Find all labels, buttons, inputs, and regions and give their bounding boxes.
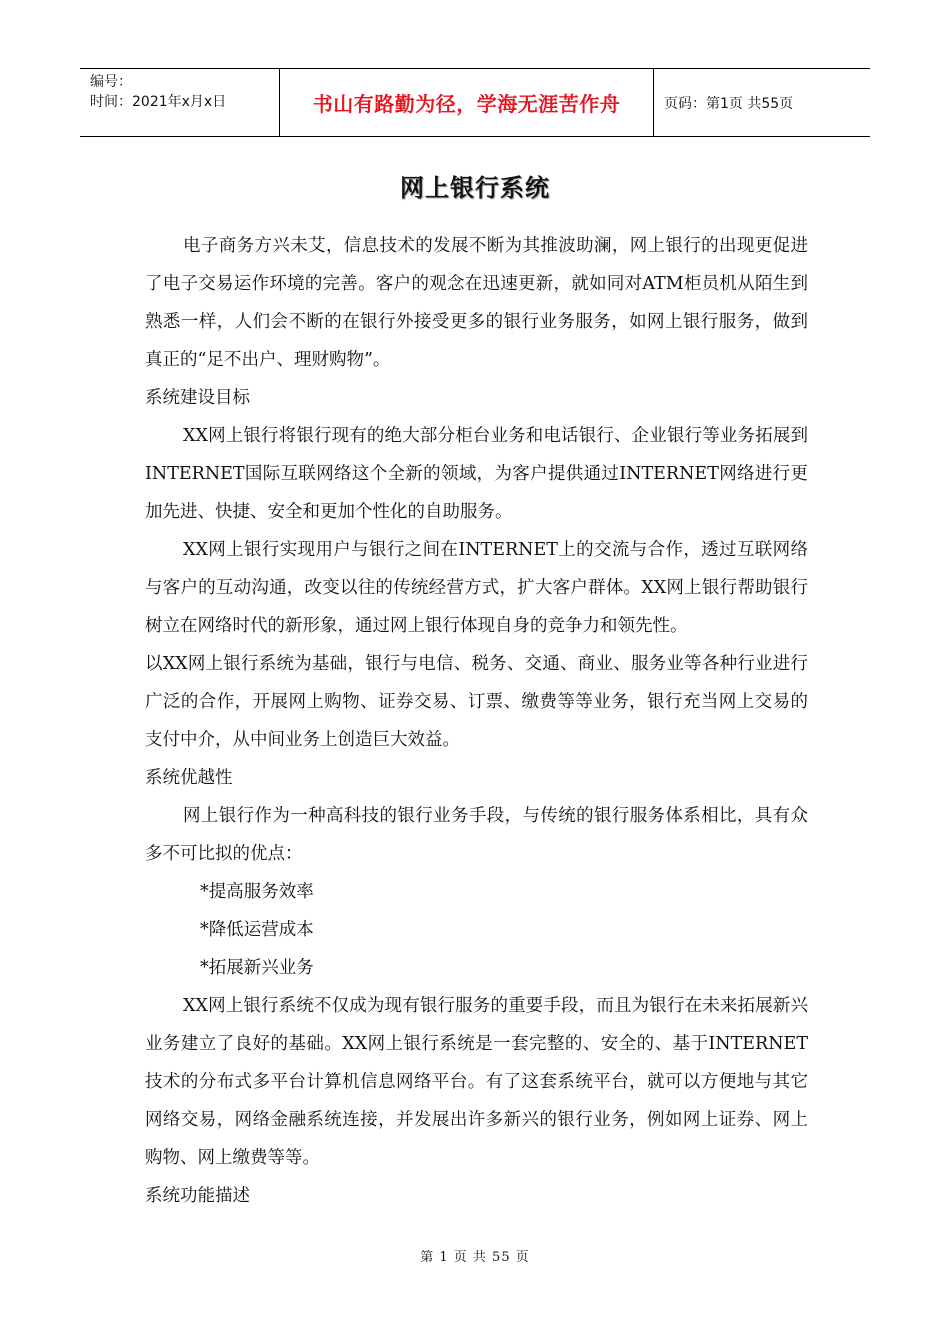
body-paragraph: 以XX网上银行系统为基础，银行与电信、税务、交通、商业、服务业等各种行业进行广泛的合作，开展网上购物、证券交易、订票、缴费等等业务，银行充当网上交易的支付中介，从中间业务上创造巨大效益。 [145,654,808,750]
document-body [145,227,808,1215]
bullet-item: *降低运营成本 [200,920,314,940]
section-heading: 系统优越性 [145,768,233,788]
bullet-item: *拓展新兴业务 [200,958,314,978]
page-footer: 第 1 页 共 55 页 [420,1250,530,1265]
header-code-label: 编号： [90,74,132,90]
page-header [80,68,870,137]
document-title: 网上银行系统 [400,174,550,202]
header-meta [80,69,280,136]
header-date: 时间：2021年x月x日 [90,94,227,110]
bullet-item: *提高服务效率 [200,882,314,902]
body-paragraph: XX网上银行将银行现有的绝大部分柜台业务和电话银行、企业银行等业务拓展到INTERNET国际互联网络这个全新的领域，为客户提供通过INTERNET网络进行更加先进、快捷、安全和更加个性化的自助服务。 [145,426,808,522]
body-paragraph: XX网上银行系统不仅成为现有银行服务的重要手段，而且为银行在未来拓展新兴业务建立了良好的基础。XX网上银行系统是一套完整的、安全的、基于INTERNET技术的分布式多平台计算机信息网络平台。有了这套系统平台，就可以方便地与其它网络交易，网络金融系统连接，并发展出许多新兴的银行业务，例如网上证券、网上购物、网上缴费等等。 [145,996,808,1168]
header-motto: 书山有路勤为径，学海无涯苦作舟 [280,69,654,136]
body-paragraph: 网上银行作为一种高科技的银行业务手段，与传统的银行服务体系相比，具有众多不可比拟的优点： [145,806,808,864]
section-heading: 系统建设目标 [145,388,250,408]
section-heading: 系统功能描述 [145,1186,250,1206]
header-page-info: 页码：第1页 共55页 [664,95,794,112]
body-paragraph: 电子商务方兴未艾，信息技术的发展不断为其推波助澜，网上银行的出现更促进了电子交易运作环境的完善。客户的观念在迅速更新，就如同对ATM柜员机从陌生到熟悉一样，人们会不断的在银行外接受更多的银行业务服务，如网上银行服务，做到真正的“足不出户、理财购物”。 [145,236,808,370]
body-paragraph: XX网上银行实现用户与银行之间在INTERNET上的交流与合作，透过互联网络与客户的互动沟通，改变以往的传统经营方式，扩大客户群体。XX网上银行帮助银行树立在网络时代的新形象，通过网上银行体现自身的竞争力和领先性。 [145,540,808,636]
